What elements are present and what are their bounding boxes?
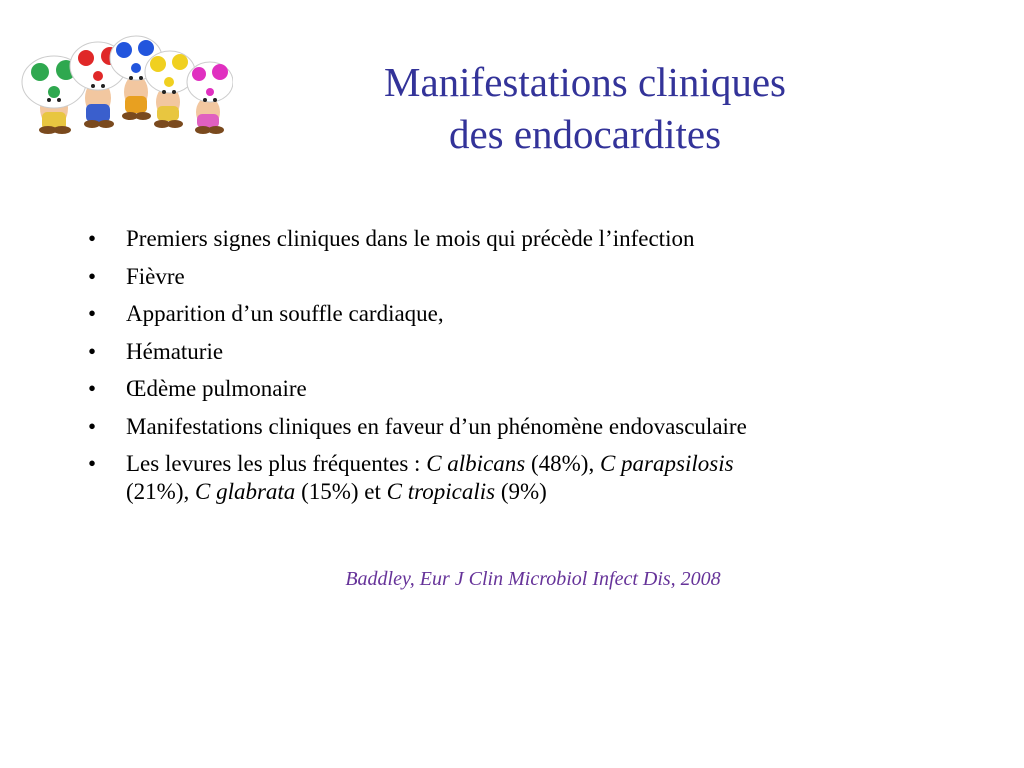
species-c-tropicalis: C tropicalis bbox=[386, 479, 496, 504]
toad-mushroom-characters-icon bbox=[18, 20, 233, 135]
species-c-parapsilosis: C parapsilosis bbox=[599, 451, 734, 476]
citation-reference: Baddley, Eur J Clin Microbiol Infect Dis, 2008 bbox=[345, 568, 721, 590]
bullet-text: Fièvre bbox=[126, 263, 185, 289]
bullet-text: Manifestations cliniques en faveur d’un phénomène endovasculaire bbox=[126, 413, 747, 439]
slide-title bbox=[280, 56, 890, 160]
list-item bbox=[88, 413, 948, 441]
bullet-icon: • bbox=[88, 226, 97, 251]
percent-c-tropicalis: (9%) bbox=[495, 479, 547, 504]
slide-title-line-2: des endocardites bbox=[448, 111, 722, 157]
percent-c-glabrata: (15%) et bbox=[295, 479, 387, 504]
list-item bbox=[88, 225, 948, 253]
mushroom-character-yellow bbox=[145, 51, 195, 128]
bullet-icon: • bbox=[88, 376, 97, 401]
list-item bbox=[88, 263, 948, 291]
list-item bbox=[88, 375, 948, 403]
bullet-text: Hématurie bbox=[126, 338, 224, 364]
slide-title-line-1: Manifestations cliniques bbox=[384, 59, 786, 105]
bullet-icon: • bbox=[88, 301, 97, 326]
bullet-icon: • bbox=[88, 451, 97, 476]
bullet-list bbox=[88, 225, 948, 516]
bullet-icon: • bbox=[88, 413, 97, 439]
bullet-text: Apparition d’un souffle cardiaque, bbox=[126, 301, 444, 326]
bullet-icon: • bbox=[88, 263, 97, 289]
mushroom-character-pink bbox=[187, 62, 233, 134]
list-item bbox=[88, 300, 948, 328]
bullet-text: Œdème pulmonaire bbox=[126, 376, 307, 401]
bullet-icon: • bbox=[88, 338, 97, 364]
list-item bbox=[88, 338, 948, 366]
percent-c-parapsilosis: (21%), bbox=[126, 479, 195, 504]
list-item-yeast-species bbox=[88, 450, 948, 506]
bullet-text: Premiers signes cliniques dans le mois qui précède l’infection bbox=[126, 226, 695, 251]
species-c-glabrata: C glabrata bbox=[194, 479, 296, 504]
species-c-albicans: C albicans bbox=[426, 451, 526, 476]
percent-c-albicans: (48%), bbox=[525, 451, 600, 476]
yeast-intro-text: Les levures les plus fréquentes : bbox=[126, 451, 427, 476]
